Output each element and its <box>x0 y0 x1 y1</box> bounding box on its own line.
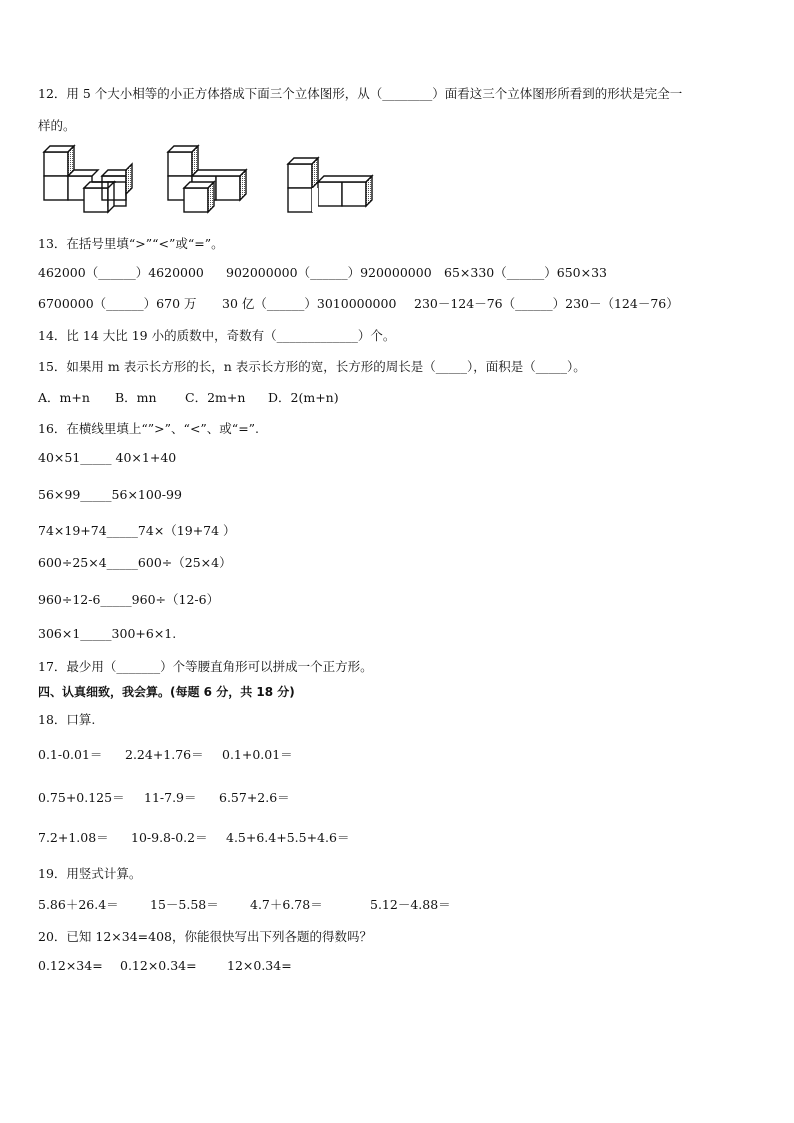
q16-item: 600÷25×4_____600÷（25×4） <box>38 555 232 570</box>
q16-item: 960÷12-6_____960÷（12-6） <box>38 592 220 607</box>
q17-text: 17．最少用（_______）个等腰直角形可以拼成一个正方形。 <box>38 659 373 674</box>
q18-item: 0.75+0.125＝ <box>38 790 125 805</box>
cube-figure-2 <box>168 146 246 212</box>
q18-item: 6.57+2.6＝ <box>219 790 290 805</box>
q15-option-c: C．2m+n <box>185 390 246 405</box>
section-4-heading: 四、认真细致，我会算。(每题 6 分，共 18 分) <box>38 685 295 699</box>
q13-item: 902000000（______）920000000 <box>226 265 432 280</box>
q19-item: 15－5.58＝ <box>150 897 219 912</box>
q20-prompt: 20．已知 12×34=408，你能很快写出下列各题的得数吗？ <box>38 929 372 944</box>
q20-item: 0.12×0.34= <box>120 958 197 973</box>
q19-item: 5.86＋26.4＝ <box>38 897 119 912</box>
q19-prompt: 19．用竖式计算。 <box>38 866 142 881</box>
q14-text: 14．比 14 大比 19 小的质数中，奇数有（_____________）个。 <box>38 328 396 343</box>
q15-option-b: B．mn <box>115 390 157 405</box>
q16-item: 40×51_____ 40×1+40 <box>38 450 177 465</box>
q16-item: 306×1_____300+6×1. <box>38 626 177 641</box>
q12-line1: 12．用 5 个大小相等的小正方体搭成下面三个立体图形，从（________）面看这三个立体图形所看到的形状是完全一 <box>38 86 683 101</box>
q20-item: 0.12×34= <box>38 958 103 973</box>
q19-item: 4.7＋6.78＝ <box>250 897 323 912</box>
q13-item: 30 亿（______）3010000000 <box>222 296 397 311</box>
cube-figure-3 <box>288 158 372 212</box>
q13-item: 6700000（______）670 万 <box>38 296 197 311</box>
q15-prompt: 15．如果用 m 表示长方形的长，n 表示长方形的宽，长方形的周长是（_____），面积是（_____）。 <box>38 359 586 374</box>
q19-item: 5.12－4.88＝ <box>370 897 451 912</box>
q13-prompt: 13．在括号里填“>”“<”或“=”。 <box>38 236 224 251</box>
q18-item: 0.1-0.01＝ <box>38 747 103 762</box>
q20-item: 12×0.34= <box>227 958 292 973</box>
q13-item: 462000（______）4620000 <box>38 265 204 280</box>
q16-prompt: 16．在横线里填上“”>”、“<”、或“=”. <box>38 421 260 436</box>
q13-item: 230－124－76（______）230－（124－76） <box>414 296 679 311</box>
q15-option-a: A．m+n <box>38 390 90 405</box>
q13-item: 65×330（______）650×33 <box>444 265 607 280</box>
q12-line2: 样的。 <box>38 118 76 133</box>
q18-item: 0.1+0.01＝ <box>222 747 293 762</box>
cube-figure-1 <box>44 146 132 212</box>
q16-item: 56×99_____56×100-99 <box>38 487 182 502</box>
q18-item: 2.24+1.76＝ <box>125 747 204 762</box>
q18-item: 7.2+1.08＝ <box>38 830 109 845</box>
cube-figures <box>38 140 398 220</box>
q18-item: 10-9.8-0.2＝ <box>131 830 208 845</box>
q18-prompt: 18．口算. <box>38 712 96 727</box>
q15-option-d: D．2(m+n) <box>268 390 339 405</box>
q16-item: 74×19+74_____74×（19+74 ） <box>38 523 236 538</box>
q18-item: 4.5+6.4+5.5+4.6＝ <box>226 830 350 845</box>
q18-item: 11-7.9＝ <box>144 790 197 805</box>
